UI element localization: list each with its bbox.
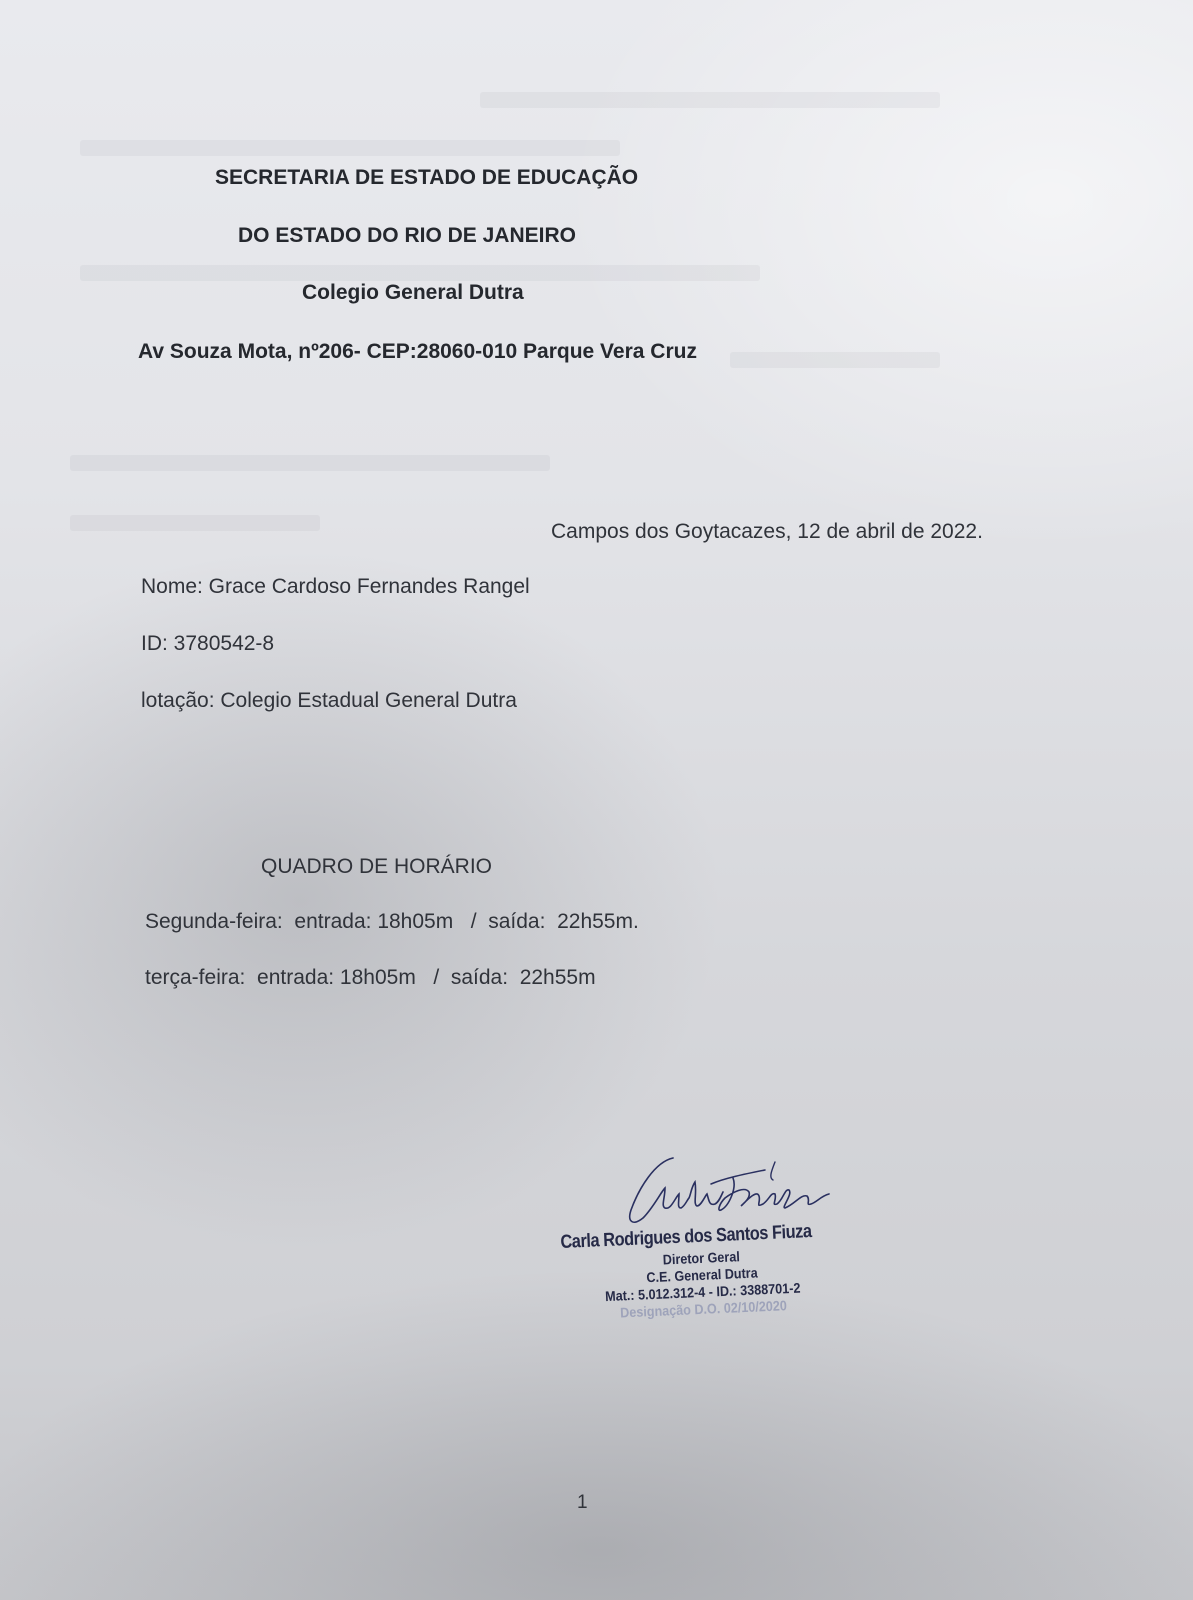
date-line: Campos dos Goytacazes, 12 de abril de 2022.: [551, 520, 983, 543]
header-estado: DO ESTADO DO RIO DE JANEIRO: [238, 224, 576, 247]
show-through-mark: [480, 92, 940, 108]
schedule-row: terça-feira: entrada: 18h05m / saída: 22h55m: [145, 966, 596, 989]
header-address: Av Souza Mota, nº206- CEP:28060-010 Parque Vera Cruz: [138, 340, 697, 363]
schedule-title: QUADRO DE HORÁRIO: [261, 855, 493, 878]
show-through-mark: [80, 140, 620, 156]
employee-id: ID: 3780542-8: [141, 632, 275, 655]
show-through-mark: [730, 352, 940, 368]
stamp-designacao: Designação D.O. 02/10/2020: [619, 1297, 788, 1321]
header-secretaria: SECRETARIA DE ESTADO DE EDUCAÇÃO: [215, 166, 639, 189]
show-through-mark: [70, 455, 550, 471]
employee-lotacao: lotação: Colegio Estadual General Dutra: [141, 689, 517, 712]
stamp-title: Diretor Geral: [662, 1248, 741, 1268]
schedule-row: Segunda-feira: entrada: 18h05m / saída: 22h55m.: [145, 910, 639, 933]
page-number: 1: [577, 1492, 588, 1513]
director-stamp: [560, 1220, 844, 1324]
stamp-mat: Mat.: 5.012.312-4 - ID.: 3388701-2: [604, 1279, 801, 1305]
show-through-mark: [70, 515, 320, 531]
stamp-school: C.E. General Dutra: [646, 1264, 758, 1286]
stamp-name: Carla Rodrigues dos Santos Fiuza: [560, 1221, 813, 1253]
header-school: Colegio General Dutra: [302, 281, 524, 304]
employee-name: Nome: Grace Cardoso Fernandes Rangel: [141, 575, 530, 598]
show-through-mark: [80, 265, 760, 281]
